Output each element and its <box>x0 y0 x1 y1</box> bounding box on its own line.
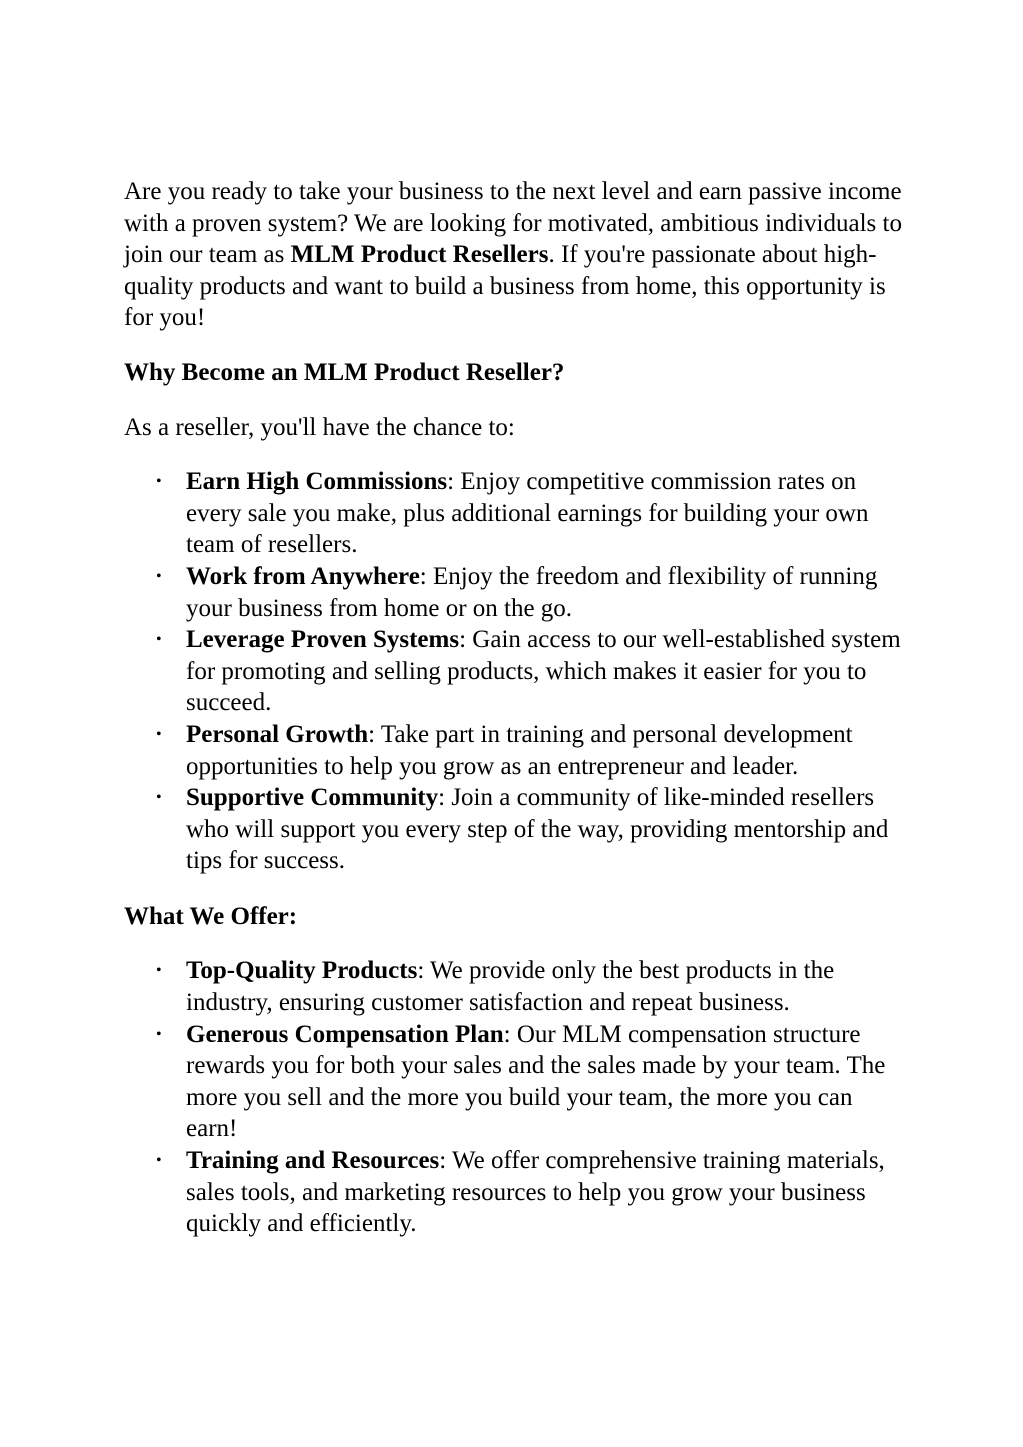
item-text: : We provide only the best products in the industry, ensuring customer satisfaction and repeat business. <box>186 957 835 1017</box>
list-item <box>156 561 904 624</box>
item-text: : Our MLM compensation structure rewards you for both your sales and the sales made by your team. The more you sell and the more you build your team, the more you can earn! <box>186 1020 886 1143</box>
item-text: : Take part in training and personal development opportunities to help you grow as an entrepreneur and leader. <box>186 720 853 780</box>
item-title: Leverage Proven Systems <box>186 626 460 654</box>
item-text: : Enjoy competitive commission rates on every sale you make, plus additional earnings for building your own team of resellers. <box>186 468 869 559</box>
list-item <box>156 1145 904 1240</box>
bullet-icon: • <box>156 631 162 649</box>
item-title: Top-Quality Products <box>186 957 418 985</box>
benefits-list <box>124 466 904 877</box>
item-text: : We offer comprehensive training materials, sales tools, and marketing resources to help you grow your business quickly and efficiently. <box>186 1147 885 1238</box>
section2-heading: What We Offer: <box>124 902 298 930</box>
bullet-icon: • <box>156 725 162 743</box>
item-title: Work from Anywhere <box>186 562 420 590</box>
bullet-icon: • <box>156 1025 162 1043</box>
intro-text-before: Are you ready to take your business to the next level and earn passive income with a proven system? We are looking for motivated, ambitious individuals to join our team as <box>124 178 902 269</box>
list-item <box>156 1019 904 1145</box>
bullet-icon: • <box>156 1152 162 1170</box>
item-text: : Enjoy the freedom and flexibility of running your business from home or on the go. <box>186 562 878 622</box>
bullet-icon: • <box>156 789 162 807</box>
list-item <box>156 466 904 561</box>
list-item <box>156 782 904 877</box>
item-text: : Join a community of like-minded resellers who will support you every step of the way, providing mentorship and tips for success. <box>186 784 889 875</box>
bullet-icon: • <box>156 473 162 491</box>
intro-bold-phrase: MLM Product Resellers <box>290 241 549 269</box>
item-title: Earn High Commissions <box>186 468 448 496</box>
item-text: : Gain access to our well-established system for promoting and selling products, which makes it easier for you to succeed. <box>186 626 901 717</box>
section1-heading: Why Become an MLM Product Reseller? <box>124 358 565 386</box>
intro-text-after: . If you're passionate about high-quality products and want to build a business from home, this opportunity is for you! <box>124 241 886 332</box>
item-title: Generous Compensation Plan <box>186 1020 504 1048</box>
document-page <box>124 176 904 1264</box>
item-title: Training and Resources <box>186 1147 440 1175</box>
intro-paragraph <box>124 176 904 334</box>
section1-lead: As a reseller, you'll have the chance to: <box>124 413 515 441</box>
bullet-icon: • <box>156 962 162 980</box>
list-item <box>156 624 904 719</box>
bullet-icon: • <box>156 567 162 585</box>
list-item <box>156 719 904 782</box>
list-item <box>156 955 904 1018</box>
item-title: Personal Growth <box>186 720 369 748</box>
offers-list <box>124 955 904 1239</box>
item-title: Supportive Community <box>186 784 439 812</box>
